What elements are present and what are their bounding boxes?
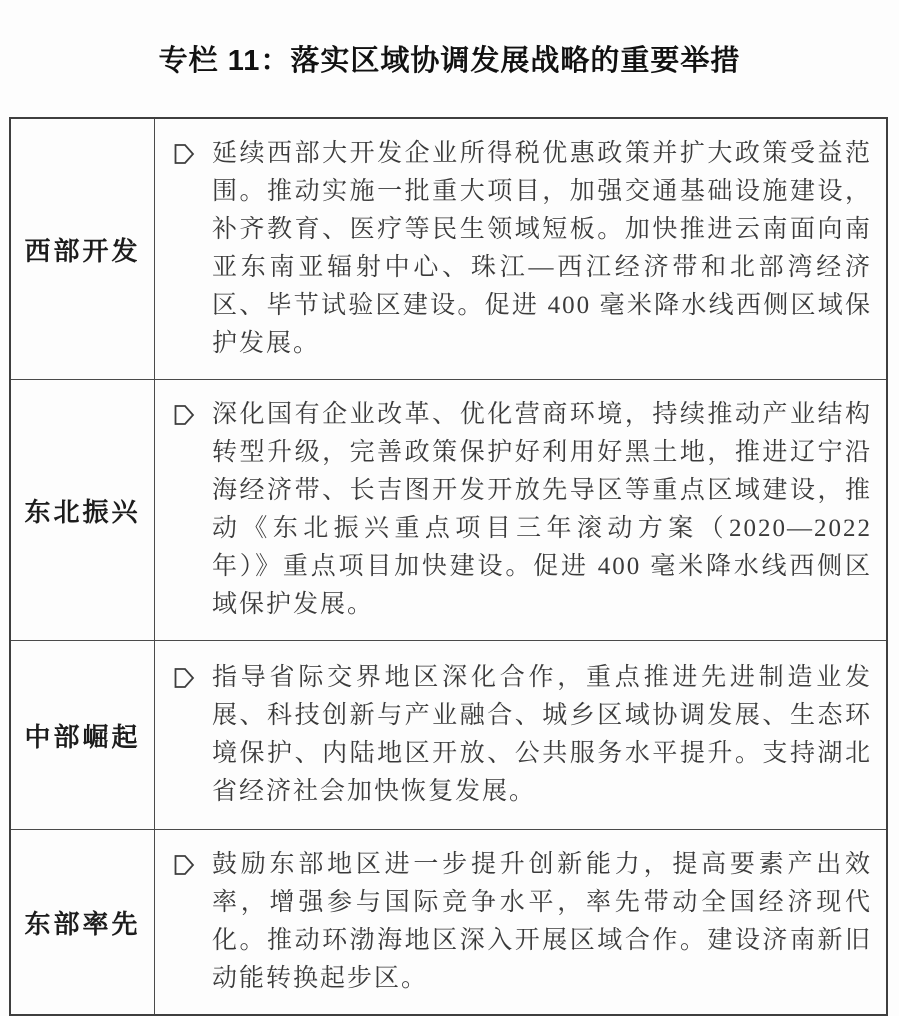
table-row xyxy=(11,640,886,829)
table-row xyxy=(11,379,886,640)
row-label-xibu-kaifa: 西部开发 xyxy=(11,119,155,379)
row-text: 鼓励东部地区进一步提升创新能力，提高要素产出效率，增强参与国际竞争水平，率先带动全国经济现代化。推动环渤海地区深入开展区域合作。建设济南新旧动能转换起步区。 xyxy=(212,851,872,992)
page-title: 专栏 11：落实区域协调发展战略的重要举措 xyxy=(158,45,741,77)
row-content xyxy=(155,119,886,379)
row-text: 深化国有企业改革、优化营商环境，持续推动产业结构转型升级，完善政策保护好利用好黑土地，推进辽宁沿海经济带、长吉图开发开放先导区等重点区域建设，推动《东北振兴重点项目三年滚动方案（2020—2022 年）》重点项目加快建设。促进 400 毫米降水线西侧区域保护发展。 xyxy=(212,401,872,618)
measures-table xyxy=(9,117,888,1016)
table-row xyxy=(11,829,886,1014)
row-label-dongbu-shuaixian: 东部率先 xyxy=(11,830,155,1014)
row-text: 指导省际交界地区深化合作，重点推进先进制造业发展、科技创新与产业融合、城乡区域协调发展、生态环境保护、内陆地区开放、公共服务水平提升。支持湖北省经济社会加快恢复发展。 xyxy=(212,664,872,805)
right-arrow-outline-icon xyxy=(173,142,195,166)
right-arrow-outline-icon xyxy=(173,853,195,877)
right-arrow-outline-icon xyxy=(173,666,195,690)
right-arrow-outline-icon xyxy=(173,403,195,427)
row-content xyxy=(155,380,886,640)
row-content xyxy=(155,830,886,1014)
row-text: 延续西部大开发企业所得税优惠政策并扩大政策受益范围。推动实施一批重大项目，加强交通基础设施建设，补齐教育、医疗等民生领域短板。加快推进云南面向南亚东南亚辐射中心、珠江—西江经济带和北部湾经济区、毕节试验区建设。促进 400 毫米降水线西侧区域保护发展。 xyxy=(212,140,872,357)
row-label-dongbei-zhenxing: 东北振兴 xyxy=(11,380,155,640)
table-row xyxy=(11,119,886,379)
row-label-zhongbu-jueqi: 中部崛起 xyxy=(11,641,155,829)
row-content xyxy=(155,641,886,829)
